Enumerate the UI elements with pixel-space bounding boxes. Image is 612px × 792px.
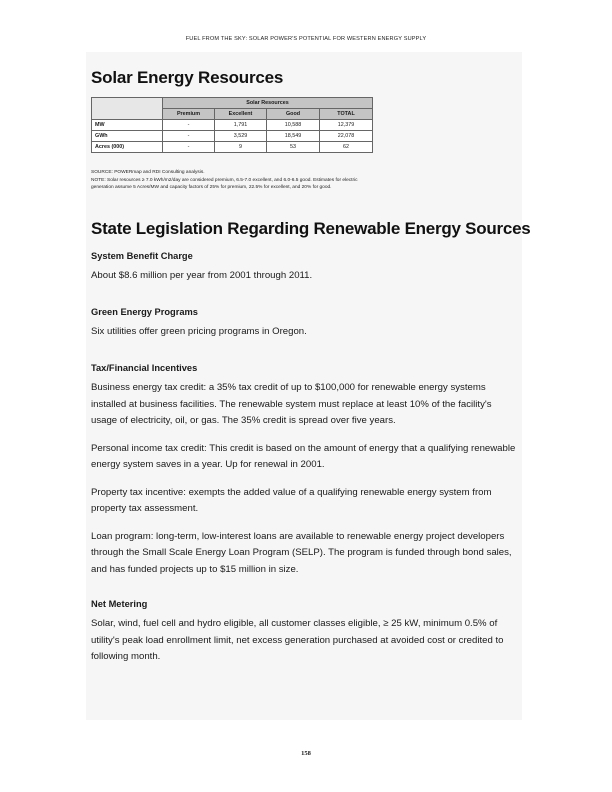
column-header: TOTAL — [320, 109, 373, 120]
subsection-tax-financial-incentives — [91, 363, 519, 578]
section-title-state-legislation: State Legislation Regarding Renewable Energy Sources — [91, 219, 531, 238]
paragraph: Property tax incentive: exempts the added value of a qualifying renewable energy system from property tax assessment. — [91, 486, 492, 514]
table-cell: 10,588 — [267, 120, 320, 131]
running-header: FUEL FROM THE SKY: SOLAR POWER'S POTENTIAL FOR WESTERN ENERGY SUPPLY — [185, 36, 427, 42]
table-notes — [91, 169, 373, 192]
table-cell: 18,549 — [267, 131, 320, 142]
row-label: MW — [92, 120, 163, 131]
table-source-note: SOURCE: POWERmap and RDI Consulting analysis. — [91, 170, 205, 175]
subsection-heading: Tax/Financial Incentives — [91, 363, 198, 373]
table-corner-cell — [92, 98, 163, 120]
row-label: Acres (000) — [92, 142, 163, 153]
table-row — [92, 120, 373, 131]
paragraph: Solar, wind, fuel cell and hydro eligible, all customer classes eligible, ≥ 25 kW, minimum 0.5% of utility's peak load enrollment limit, net excess generation purchased at avoided cost or credited to following month. — [91, 618, 504, 662]
solar-resources-table — [91, 97, 373, 153]
paragraph: Personal income tax credit: This credit is based on the amount of energy that a qualifying renewable energy system saves in a year. Up for renewal in 2001. — [91, 442, 516, 470]
column-header: Excellent — [215, 109, 267, 120]
table-cell: 3,529 — [215, 131, 267, 142]
table-group-header-row — [92, 98, 373, 109]
table-cell: 12,379 — [320, 120, 373, 131]
subsection-heading: Green Energy Programs — [91, 307, 198, 317]
section-title-solar-resources: Solar Energy Resources — [91, 68, 284, 87]
page-number: 158 — [301, 750, 311, 757]
paragraph: Six utilities offer green pricing programs in Oregon. — [91, 326, 307, 337]
table-cell: 22,078 — [320, 131, 373, 142]
table-cell: - — [163, 120, 215, 131]
row-label: GWh — [92, 131, 163, 142]
subsection-heading: System Benefit Charge — [91, 251, 193, 261]
subsection-green-energy-programs — [91, 307, 519, 341]
table-row — [92, 131, 373, 142]
table-cell: 53 — [267, 142, 320, 153]
subsection-net-metering — [91, 599, 519, 666]
table-cell: 62 — [320, 142, 373, 153]
table-row — [92, 142, 373, 153]
table-cell: 9 — [215, 142, 267, 153]
column-header: Good — [267, 109, 320, 120]
subsection-system-benefit-charge — [91, 251, 519, 285]
paragraph: About $8.6 million per year from 2001 through 2011. — [91, 270, 313, 281]
subsection-heading: Net Metering — [91, 599, 148, 609]
table-cell: 1,791 — [215, 120, 267, 131]
table-cell: - — [163, 142, 215, 153]
paragraph: Loan program: long-term, low-interest loans are available to renewable energy project developers through the Small Scale Energy Loan Program (SELP). The program is funded through bond sales, and has funded projects up to $15 million in size. — [91, 530, 512, 575]
column-header: Premium — [163, 109, 215, 120]
table-definition-note: NOTE: Solar resources ≥ 7.0 kWh/m2/day are considered premium, 6.5-7.0 excellent, and 6.0-6.5 good. Estimates for electric generation assume 5 Acres/MW and capacity factors of 25% for premium, 22.5% for excellent, and 20% for good. — [91, 177, 358, 191]
table-cell: - — [163, 131, 215, 142]
table-group-header: Solar Resources — [163, 98, 373, 109]
paragraph: Business energy tax credit: a 35% tax credit of up to $100,000 for renewable energy systems installed at business facilities. The renewable system must replace at least 10% of the facility's usage of electricity, oil, or gas. The 35% credit is spread over five years. — [91, 382, 492, 426]
